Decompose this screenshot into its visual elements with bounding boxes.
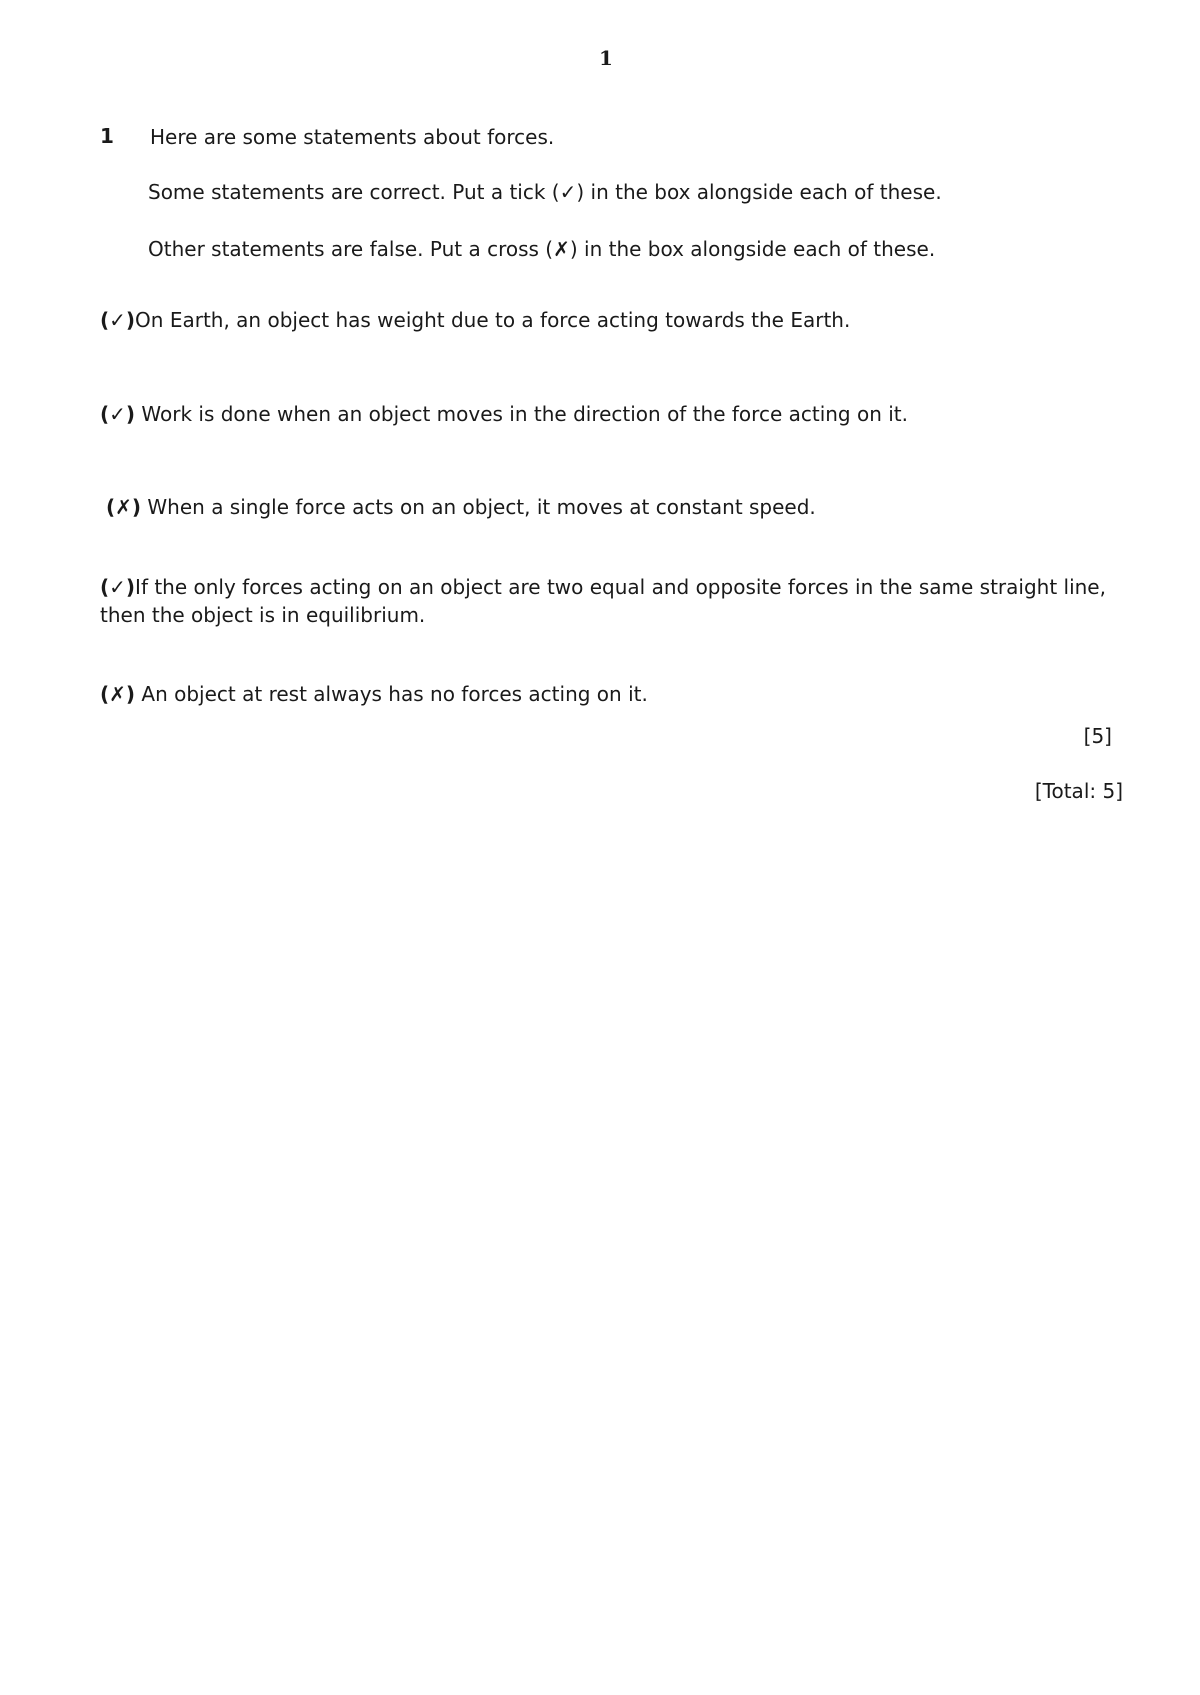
page-number: 1 bbox=[599, 46, 613, 70]
tick-mark: (✓) bbox=[100, 308, 136, 332]
statement-2 bbox=[100, 400, 1140, 428]
question-intro: Here are some statements about forces. bbox=[150, 125, 555, 149]
statement-text: An object at rest always has no forces acting on it. bbox=[135, 682, 648, 706]
statement-text: When a single force acts on an object, it moves at constant speed. bbox=[141, 495, 816, 519]
instruction-tick: Some statements are correct. Put a tick (✓) in the box alongside each of these. bbox=[148, 180, 942, 204]
tick-mark: (✓) bbox=[100, 402, 136, 426]
tick-mark: (✓) bbox=[100, 575, 136, 599]
statement-text: If the only forces acting on an object are two equal and opposite forces in the same straight line, then the object is in equilibrium. bbox=[100, 575, 1106, 627]
statement-3 bbox=[106, 493, 1146, 521]
statement-5 bbox=[100, 680, 1140, 708]
statement-text: On Earth, an object has weight due to a force acting towards the Earth. bbox=[135, 308, 851, 332]
statement-4 bbox=[100, 573, 1140, 629]
question-number: 1 bbox=[100, 124, 114, 148]
instruction-cross: Other statements are false. Put a cross (✗) in the box alongside each of these. bbox=[148, 237, 936, 261]
cross-mark: (✗) bbox=[106, 495, 142, 519]
cross-mark: (✗) bbox=[100, 682, 136, 706]
statement-1 bbox=[100, 306, 1140, 334]
total-marks: [Total: 5] bbox=[1034, 779, 1123, 803]
marks-available: [5] bbox=[1083, 724, 1112, 748]
statement-text: Work is done when an object moves in the direction of the force acting on it. bbox=[135, 402, 909, 426]
